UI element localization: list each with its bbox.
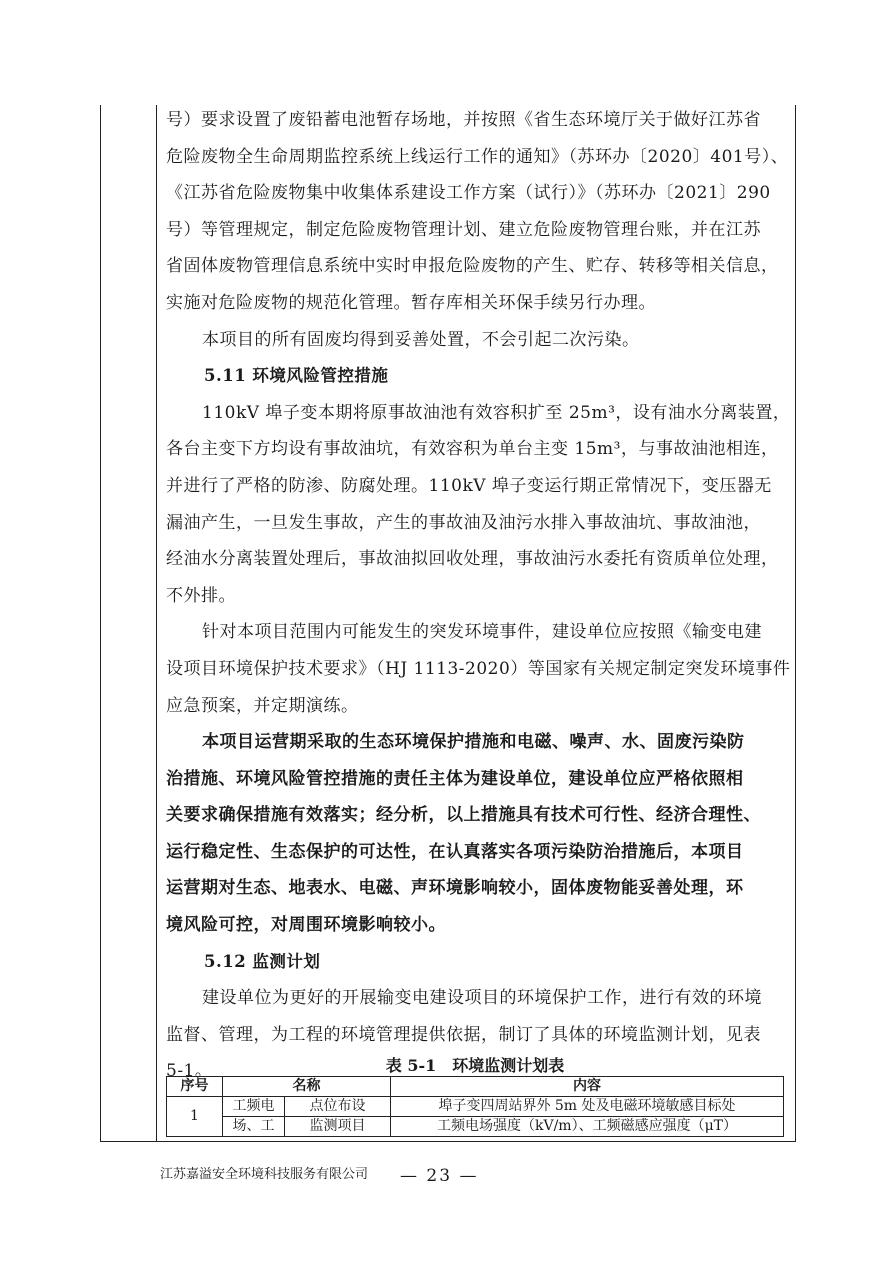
header-name: 名称: [223, 1077, 391, 1097]
text-line: 针对本项目范围内可能发生的突发环境事件，建设单位应按照《输变电建: [202, 622, 762, 643]
section-heading: 5.11 环境风险管控措施: [204, 366, 389, 386]
section-heading: 5.12 监测计划: [204, 951, 321, 971]
text-line: 110kV 埠子变本期将原事故油池有效容积扩至 25m³，设有油水分离装置，: [202, 402, 790, 423]
bold-text-line: 本项目运营期采取的生态环境保护措施和电磁、噪声、水、固废污染防: [202, 732, 745, 753]
bold-text-line: 关要求确保措施有效落实；经分析，以上措施具有技术可行性、经济合理性、: [166, 805, 761, 826]
text-line: 号）要求设置了废铅蓄电池暂存场地，并按照《省生态环境厅关于做好江苏省: [166, 110, 761, 130]
body-text: [166, 102, 790, 1090]
bold-text-line: 运营期对生态、地表水、电磁、声环境影响较小，固体废物能妥善处理，环: [166, 878, 744, 899]
cell-category-1: 工频电: [223, 1097, 285, 1117]
cell-no: 1: [167, 1097, 223, 1137]
text-line: 实施对危险废物的规范化管理。暂存库相关环保手续另行办理。: [166, 292, 656, 313]
bold-text-line: 运行稳定性、生态保护的可达性，在认真落实各项污染防治措施后，本项目: [166, 841, 744, 862]
cell-content: 埠子变四周站界外 5m 处及电磁环境敏感目标处: [391, 1097, 784, 1117]
header-content: 内容: [391, 1077, 784, 1097]
footer-company: 江苏嘉溢安全环境科技服务有限公司: [160, 1167, 369, 1182]
text-line: 不外排。: [166, 585, 236, 606]
cell-category-2: 场、工: [223, 1117, 285, 1137]
bold-text-line: 治措施、环境风险管控措施的责任主体为建设单位，建设单位应严格依照相: [166, 768, 744, 789]
table-row: [167, 1097, 784, 1117]
cell-item: 点位布设: [285, 1097, 391, 1117]
text-line: 本项目的所有固废均得到妥善处置，不会引起二次污染。: [202, 329, 640, 350]
text-line: 并进行了严格的防渗、防腐处理。110kV 埠子变运行期正常情况下，变压器无: [166, 475, 772, 496]
table-header-row: [167, 1077, 784, 1097]
text-line: 漏油产生，一旦发生事故，产生的事故油及油污水排入事故油坑、事故油池，: [166, 512, 761, 533]
text-line: 设项目环境保护技术要求》（HJ 1113-2020）等国家有关规定制定突发环境事件: [166, 658, 790, 679]
text-line: 危险废物全生命周期监控系统上线运行工作的通知》（苏环办〔2020〕401号）、: [166, 146, 789, 167]
text-line: 各台主变下方均设有事故油坑，有效容积为单台主变 15m³，与事故油池相连，: [166, 439, 779, 460]
text-line: 应急预案，并定期演练。: [166, 695, 359, 716]
text-line: 建设单位为更好的开展输变电建设项目的环境保护工作，进行有效的环境: [202, 988, 762, 1009]
text-line: 号）等管理规定，制定危险废物管理计划、建立危险废物管理台账，并在江苏: [166, 219, 761, 240]
table-caption: 表 5-1 环境监测计划表: [385, 1056, 565, 1075]
table-row: [167, 1117, 784, 1137]
cell-item: 监测项目: [285, 1117, 391, 1137]
cell-content: 工频电场强度（kV/m）、工频磁感应强度（μT）: [391, 1117, 784, 1137]
text-line: 《江苏省危险废物集中收集体系建设工作方案（试行）》（苏环办〔2021〕290: [166, 183, 771, 204]
text-line: 省固体废物管理信息系统中实时申报危险废物的产生、贮存、转移等相关信息，: [166, 256, 779, 277]
monitoring-plan-table: [166, 1076, 784, 1137]
text-line: 经油水分离装置处理后，事故油拟回收处理，事故油污水委托有资质单位处理，: [166, 549, 779, 570]
text-line: 5-1。: [166, 1061, 213, 1082]
text-line: 监督、管理，为工程的环境管理提供依据，制订了具体的环境监测计划，见表: [166, 1024, 761, 1045]
bold-text-line: 境风险可控，对周围环境影响较小。: [166, 915, 446, 936]
header-no: 序号: [167, 1077, 223, 1097]
page-number: — 23 —: [400, 1166, 479, 1186]
column-divider: [156, 105, 157, 1141]
